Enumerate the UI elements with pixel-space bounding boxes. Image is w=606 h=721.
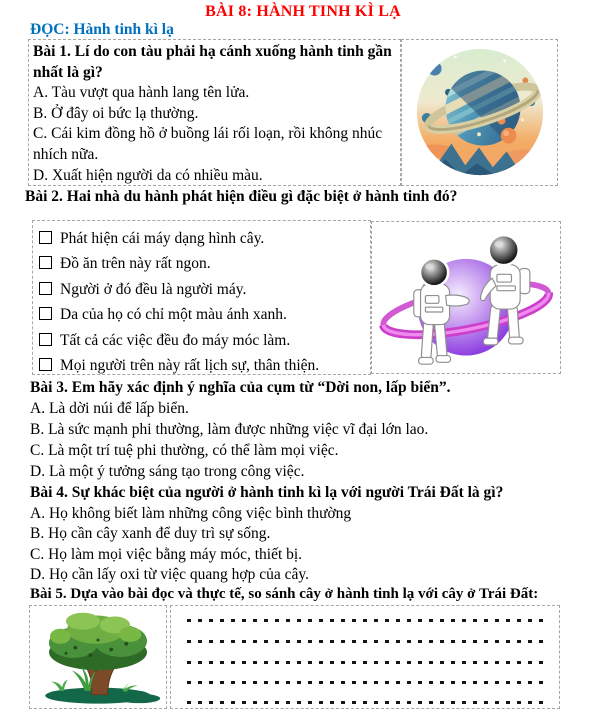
q2-question: Bài 2. Hai nhà du hành phát hiện điều gì đặc biệt ở hành tinh đó? [25, 188, 458, 205]
answer-line[interactable] [187, 701, 543, 704]
checkbox-icon[interactable] [39, 256, 52, 269]
checklist-item [39, 277, 370, 302]
q4-question: Bài 4. Sự khác biệt của người ở hành tinh kì lạ với người Trái Đất là gì? [30, 484, 504, 501]
astronauts-planet-illustration [374, 224, 558, 371]
q5-question: Bài 5. Dựa vào bài đọc và thực tế, so sánh cây ở hành tinh lạ với cây ở Trái Đất: [30, 586, 539, 602]
checklist-label: Phát hiện cái máy dạng hình cây. [60, 230, 265, 247]
checkbox-icon[interactable] [39, 231, 52, 244]
q1-option-a[interactable]: A. Tàu vượt qua hành lang tên lửa. [33, 84, 250, 102]
q1-option-d[interactable]: D. Xuất hiện người da có nhiều màu. [33, 166, 263, 184]
q4-option-a[interactable]: A. Họ không biết làm những công việc bình thường [30, 504, 352, 522]
tree-illustration [32, 608, 164, 706]
checklist-label: Mọi người trên này rất lịch sự, thân thiện. [60, 357, 320, 375]
q5-image-box [29, 605, 167, 709]
q1-question: Bài 1. Lí do con tàu phải hạ cánh xuống hành tinh gần nhất là gì? [33, 43, 392, 81]
ringed-planet-illustration [406, 43, 554, 183]
q1-option-b[interactable]: B. Ở đây oi bức lạ thường. [33, 104, 199, 122]
q3-option-a[interactable]: A. Là dời núi để lấp biển. [30, 400, 189, 417]
checkbox-icon[interactable] [39, 282, 52, 295]
answer-line[interactable] [187, 619, 543, 622]
checklist-item [39, 353, 370, 378]
q1-image-box [401, 39, 558, 186]
checklist-label: Da của họ có chỉ một màu ánh xanh. [60, 306, 287, 324]
checkbox-icon[interactable] [39, 358, 52, 371]
q5-answer-box [170, 605, 560, 709]
answer-line[interactable] [187, 661, 543, 664]
checklist-item [39, 328, 370, 353]
checklist-label: Người ở đó đều là người máy. [60, 280, 247, 298]
checklist-item [39, 226, 370, 251]
q4-option-b[interactable]: B. Họ cần cây xanh để duy trì sự sống. [30, 525, 271, 543]
q2-checklist-box [32, 220, 371, 375]
q3-question: Bài 3. Em hãy xác định ý nghĩa của cụm từ “Dời non, lấp biển”. [30, 379, 451, 396]
q4-option-c[interactable]: C. Họ làm mọi việc bằng máy móc, thiết bị. [30, 545, 303, 563]
page-title: BÀI 8: HÀNH TINH KÌ LẠ [205, 3, 401, 20]
checklist-label: Tất cả các việc đều đo máy móc làm. [60, 331, 291, 349]
q3-option-b[interactable]: B. Là sức mạnh phi thường, làm được những việc vĩ đại lớn lao. [30, 421, 429, 438]
q1-option-c[interactable]: C. Cái kim đồng hồ ở buồng lái rối loạn, rồi không nhúc nhích nữa. [33, 125, 383, 163]
q4-block [30, 483, 503, 586]
q3-option-d[interactable]: D. Là một ý tưởng sáng tạo trong công việc. [30, 463, 305, 480]
q3-block [30, 377, 451, 482]
answer-line[interactable] [187, 681, 543, 684]
checklist-item [39, 251, 370, 276]
answer-line[interactable] [187, 640, 543, 643]
checkbox-icon[interactable] [39, 333, 52, 346]
reading-heading: ĐỌC: Hành tinh kì lạ [30, 21, 174, 38]
checklist-label: Đồ ăn trên này rất ngon. [60, 255, 211, 273]
q3-option-c[interactable]: C. Là một trí tuệ phi thường, có thể làm mọi việc. [30, 442, 339, 459]
q2-image-box [371, 221, 561, 374]
q4-option-d[interactable]: D. Họ cần lấy oxi từ việc quang hợp của cây. [30, 566, 309, 584]
checkbox-icon[interactable] [39, 307, 52, 320]
q1-question-box [28, 39, 401, 186]
checklist-item [39, 302, 370, 327]
